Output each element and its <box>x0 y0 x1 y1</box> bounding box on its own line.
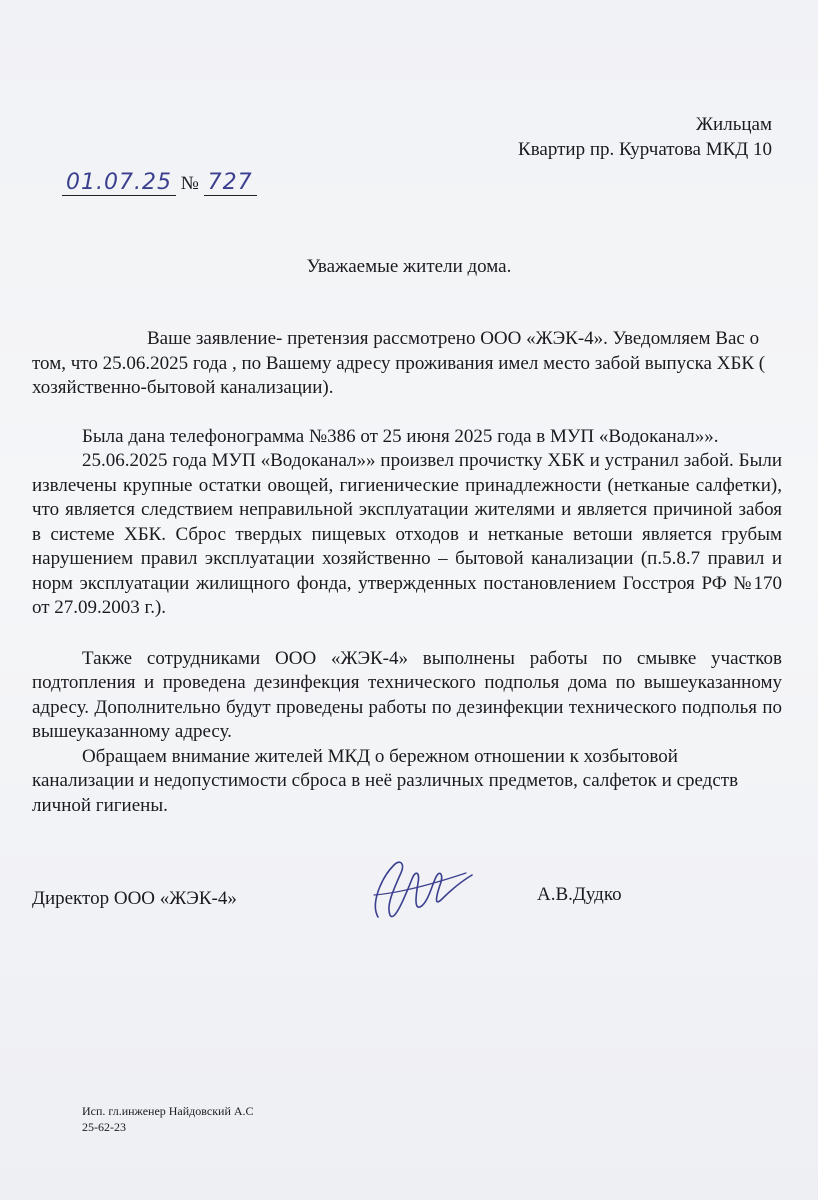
signature-row <box>32 884 782 918</box>
paragraph-2: Была дана телефонограмма №386 от 25 июня 2025 года в МУП «Водоканал»». <box>82 425 719 447</box>
addressee-block <box>518 112 772 162</box>
executor-block <box>82 1103 254 1135</box>
number-sign: № <box>180 173 199 194</box>
addressee-line-1: Жильцам <box>696 114 772 135</box>
letter-body <box>32 327 782 818</box>
outgoing-number-value: 727 <box>204 170 257 196</box>
executor-line: Исп. гл.инженер Найдовский А.С <box>82 1104 254 1118</box>
paragraph-1: Ваше заявление- претензия рассмотрено ООО «ЖЭК-4». Уведомляем Вас о том, что 25.06.2025 года , по Вашему адресу проживания имел место забой выпуска ХБК ( хозяйственно-бытовой канализации). <box>32 328 766 398</box>
outgoing-date: 01.07.25 <box>62 170 176 196</box>
executor-phone: 25-62-23 <box>82 1120 126 1134</box>
signer-position: Директор ООО «ЖЭК-4» <box>32 888 237 909</box>
outgoing-number <box>62 170 257 196</box>
signer-name: А.В.Дудко <box>537 884 622 905</box>
greeting: Уважаемые жители дома. <box>306 256 512 277</box>
paragraph-5: Обращаем внимание жителей МКД о бережном отношении к хозбытовой канализации и недопустимости сброса в неё различных предметов, салфеток и средств личной гигиены. <box>32 745 739 816</box>
addressee-line-2: Квартир пр. Курчатова МКД 10 <box>518 139 772 160</box>
paragraph-4: Также сотрудниками ООО «ЖЭК-4» выполнены работы по смывке участков подтопления и проведена дезинфекция технического подполья дома по вышеуказанному адресу. Дополнительно будут проведены работы по дезинфекции технического подполья по вышеуказанному адресу. <box>32 647 782 742</box>
paragraph-3: 25.06.2025 года МУП «Водоканал»» произвел прочистку ХБК и устранил забой. Были извлечены крупные остатки овощей, гигиенические принадлежности (нетканые салфетки), что является следствием неправильной эксплуатации жителями и является причиной забоя в системе ХБК. Сброс твердых пищевых отходов и нетканые ветоши является грубым нарушением правил эксплуатации хозяйственно – бытовой канализации (п.5.8.7 правил и норм эксплуатации жилищного фонда, утвержденных постановлением Госстроя РФ №170 от 27.09.2003 г.). <box>32 450 782 618</box>
